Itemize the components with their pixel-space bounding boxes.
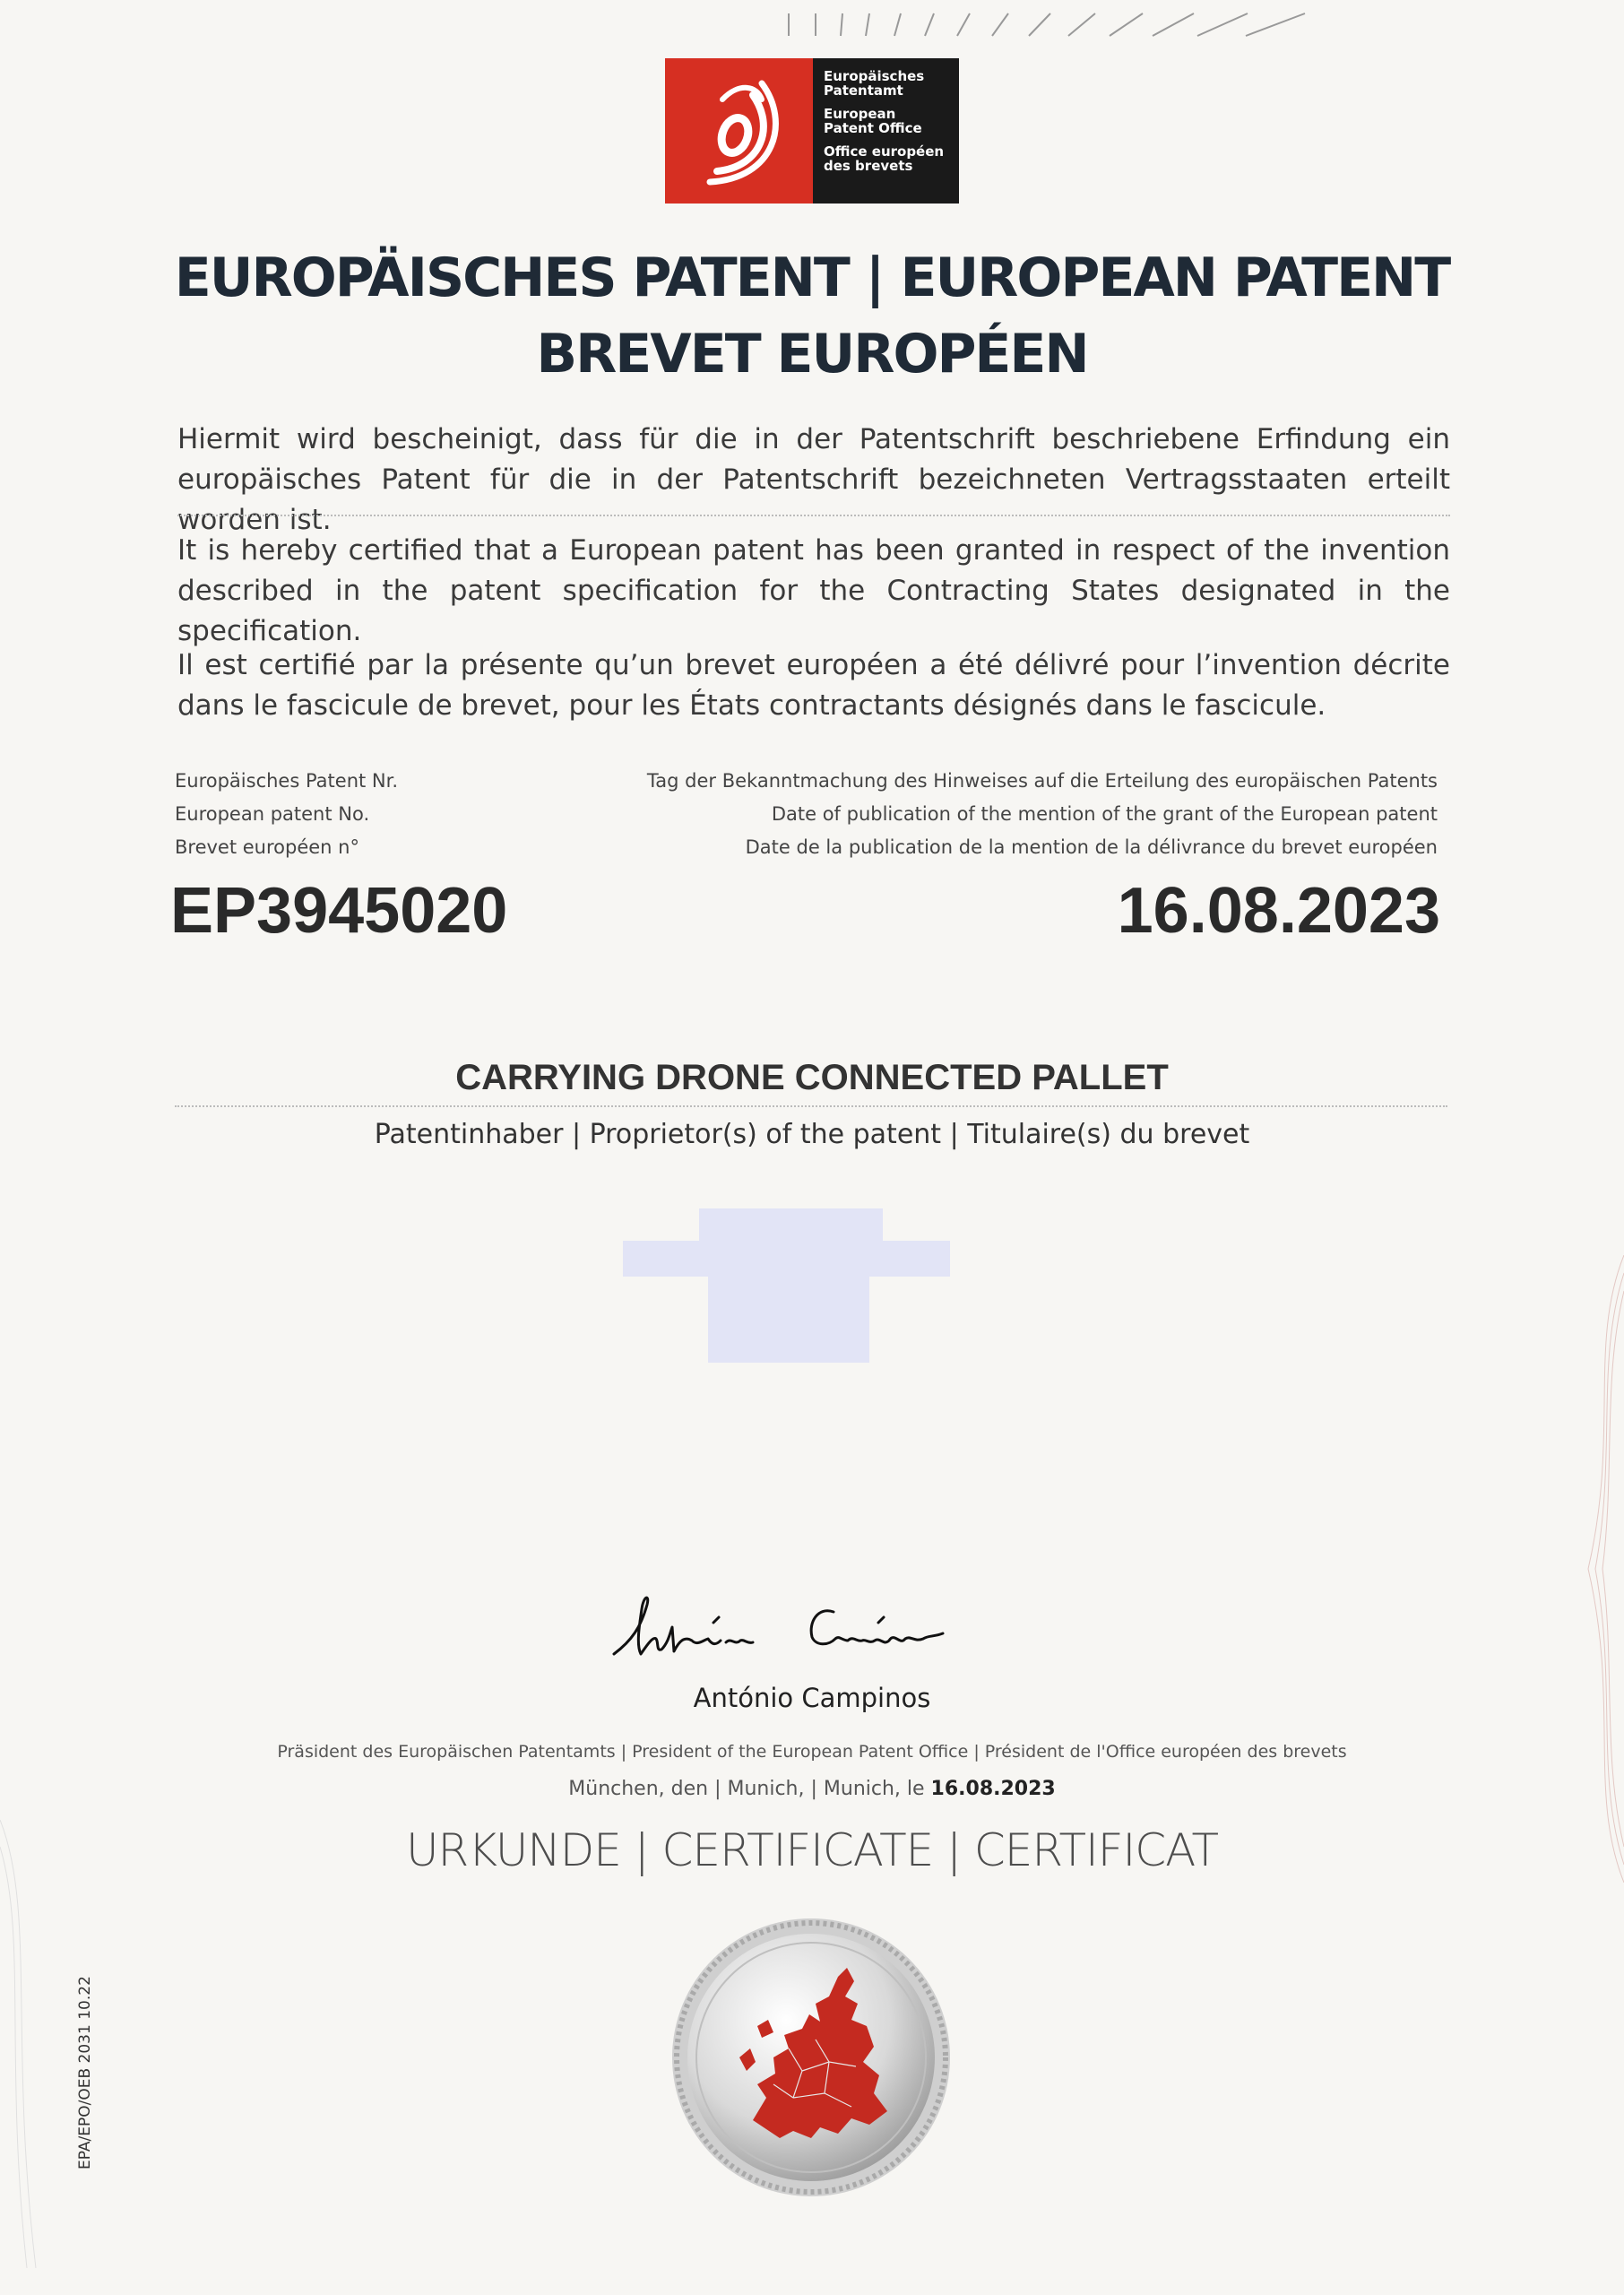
- publication-date: 16.08.2023: [1117, 875, 1440, 947]
- place-and-date: [0, 1778, 1624, 1800]
- redaction-box: [708, 1277, 869, 1363]
- redaction-box: [699, 1208, 883, 1241]
- publication-date-labels: [647, 765, 1438, 864]
- title-line-1: EUROPÄISCHES PATENT | EUROPEAN PATENT: [174, 247, 1450, 309]
- decorative-ticks: [780, 9, 1586, 45]
- logo-line-fr: Office européen des brevets: [824, 143, 945, 174]
- signatory-role: Präsident des Europäischen Patentamts | President of the European Patent Office | Président de l'Office européen des brevets: [277, 1742, 1347, 1762]
- patent-number-label-en: European patent No.: [175, 803, 370, 825]
- epo-logo-mark: [665, 58, 813, 204]
- certification-text-fr: Il est certifié par la présente qu’un brevet européen a été délivré pour l’invention décrite dans le fascicule de brevet, pour les États contractants désignés dans le fascicule.: [177, 649, 1450, 722]
- patent-number-label-de: Europäisches Patent Nr.: [175, 770, 399, 792]
- divider: [177, 515, 1450, 516]
- title-line-2: BREVET EUROPÉEN: [536, 323, 1088, 385]
- patent-number-label-fr: Brevet européen n°: [175, 836, 359, 858]
- signature-image: [609, 1587, 986, 1685]
- redaction-box: [623, 1241, 950, 1277]
- place-label: München, den | Munich, | Munich, le: [568, 1778, 925, 1800]
- signatory-name: António Campinos: [693, 1683, 931, 1713]
- guilloche-pattern: [0, 1820, 54, 2268]
- guilloche-pattern: [1570, 1255, 1624, 1883]
- certification-text-en: It is hereby certified that a European patent has been granted in respect of the invention described in the patent specification for the Contracting States designated in the specification.: [177, 534, 1450, 647]
- epo-logo-text: [813, 58, 959, 204]
- europe-seal-icon: [668, 1914, 955, 2201]
- patent-number-labels: [175, 765, 398, 864]
- invention-title: CARRYING DRONE CONNECTED PALLET: [455, 1058, 1169, 1097]
- certificate-heading: URKUNDE | CERTIFICATE | CERTIFICAT: [405, 1824, 1219, 1876]
- logo-line-de: Europäisches Patentamt: [824, 68, 925, 99]
- signing-date: 16.08.2023: [930, 1778, 1056, 1800]
- patent-number: EP3945020: [170, 875, 508, 947]
- epo-logo: [665, 58, 959, 204]
- publication-date-label-fr: Date de la publication de la mention de la délivrance du brevet européen: [745, 836, 1438, 858]
- logo-line-en: European Patent Office: [824, 106, 922, 136]
- publication-date-label-en: Date of publication of the mention of the grant of the European patent: [771, 803, 1438, 825]
- proprietor-label: Patentinhaber | Proprietor(s) of the patent | Titulaire(s) du brevet: [374, 1119, 1250, 1150]
- divider: [175, 1105, 1447, 1107]
- certification-text-de: Hiermit wird bescheinigt, dass für die in der Patentschrift beschriebene Erfindung ein europäisches Patent für die in der Patentschrift bezeichneten Vertragsstaaten erteilt worden ist.: [177, 423, 1450, 536]
- publication-date-label-de: Tag der Bekanntmachung des Hinweises auf die Erteilung des europäischen Patents: [646, 770, 1438, 792]
- form-code: EPA/EPO/OEB 2031 10.22: [76, 1976, 94, 2169]
